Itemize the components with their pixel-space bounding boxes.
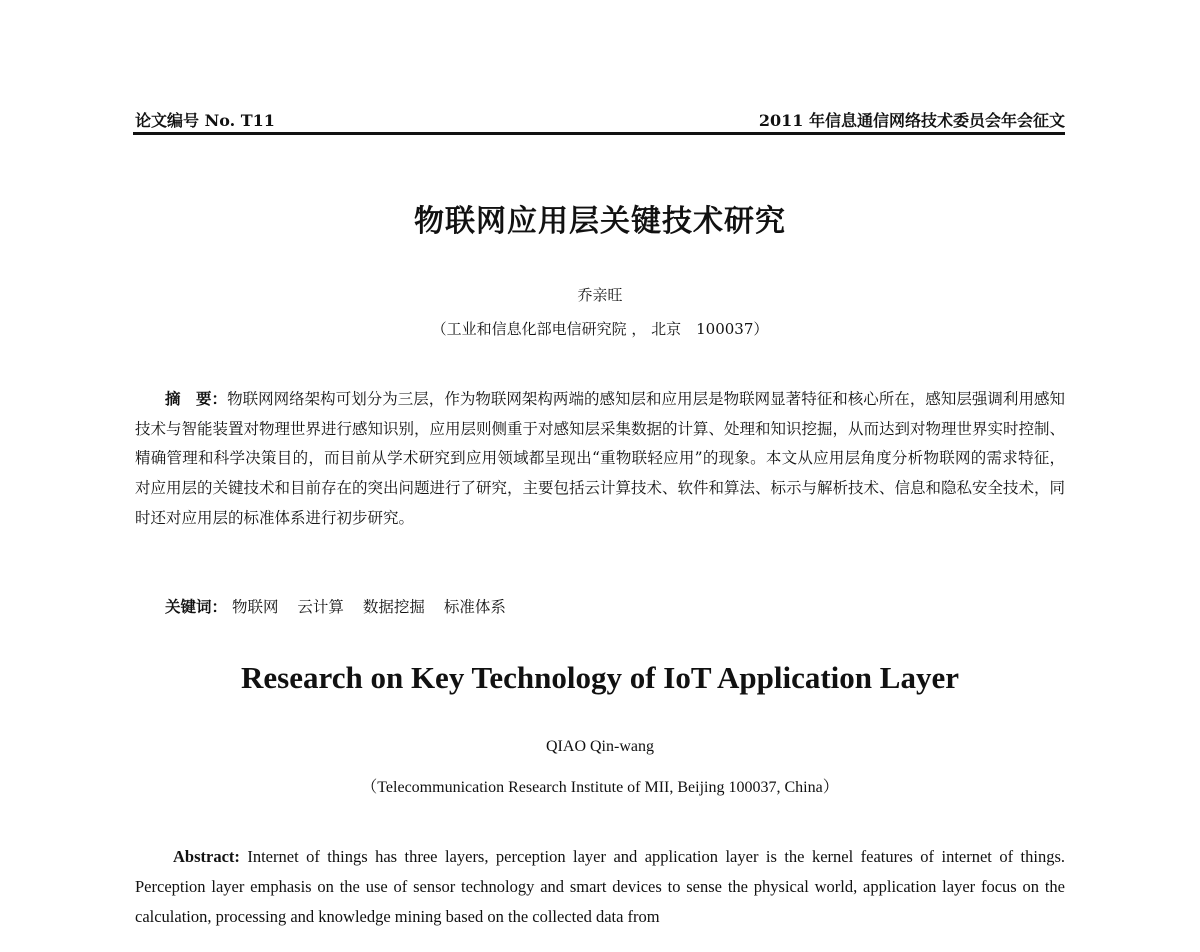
keyword: 标准体系 (443, 598, 506, 616)
paper-number: 论文编号 No. T11 (135, 111, 275, 130)
keyword: 物联网 (231, 598, 279, 616)
chinese-title: 物联网应用层关键技术研究 (414, 204, 786, 239)
chinese-keywords (165, 596, 520, 618)
chinese-keywords-label: 关键词： (165, 597, 228, 616)
english-abstract (135, 842, 1065, 932)
keyword: 数据挖掘 (362, 598, 425, 616)
chinese-abstract-label: 摘 要： (165, 389, 228, 408)
english-author: QIAO Qin-wang (546, 738, 654, 755)
english-title: Research on Key Technology of IoT Application Layer (241, 660, 959, 695)
chinese-abstract-text: 物联网网络架构可划分为三层，作为物联网架构两端的感知层和应用层是物联网显著特征和核心所在，感知层强调利用感知技术与智能装置对物理世界进行感知识别，应用层则侧重于对感知层采集数据的计算、处理和知识挖掘，从而达到对物理世界实时控制、精确管理和科学决策目的，而目前从学术研究到应用领域都呈现出“重物联轻应用”的现象。本文从应用层角度分析物联网的需求特征，对应用层的关键技术和目前存在的突出问题进行了研究，主要包括云计算技术、软件和算法、标示与解析技术、信息和隐私安全技术，同时还对应用层的标准体系进行初步研究。 (135, 390, 1066, 527)
english-affiliation: （Telecommunication Research Institute of MII, Beijing 100037, China） (361, 779, 839, 796)
conference-name: 2011 年信息通信网络技术委员会年会征文 (758, 111, 1065, 130)
chinese-abstract (135, 384, 1065, 534)
chinese-affiliation: （工业和信息化部电信研究院 ， 北京 100037） (431, 320, 769, 338)
chinese-author: 乔亲旺 (577, 286, 623, 304)
keyword: 云计算 (297, 598, 344, 616)
page-header (133, 106, 1065, 135)
english-abstract-label: Abstract: (173, 847, 240, 866)
english-abstract-text: Internet of things has three layers, perception layer and application layer is the kernel features of internet of things. Perception layer emphasis on the use of sensor technology and smart devices to sense the physical world, application layer focus on the calculation, processing and knowledge mining based on the collected data from (135, 847, 1065, 926)
